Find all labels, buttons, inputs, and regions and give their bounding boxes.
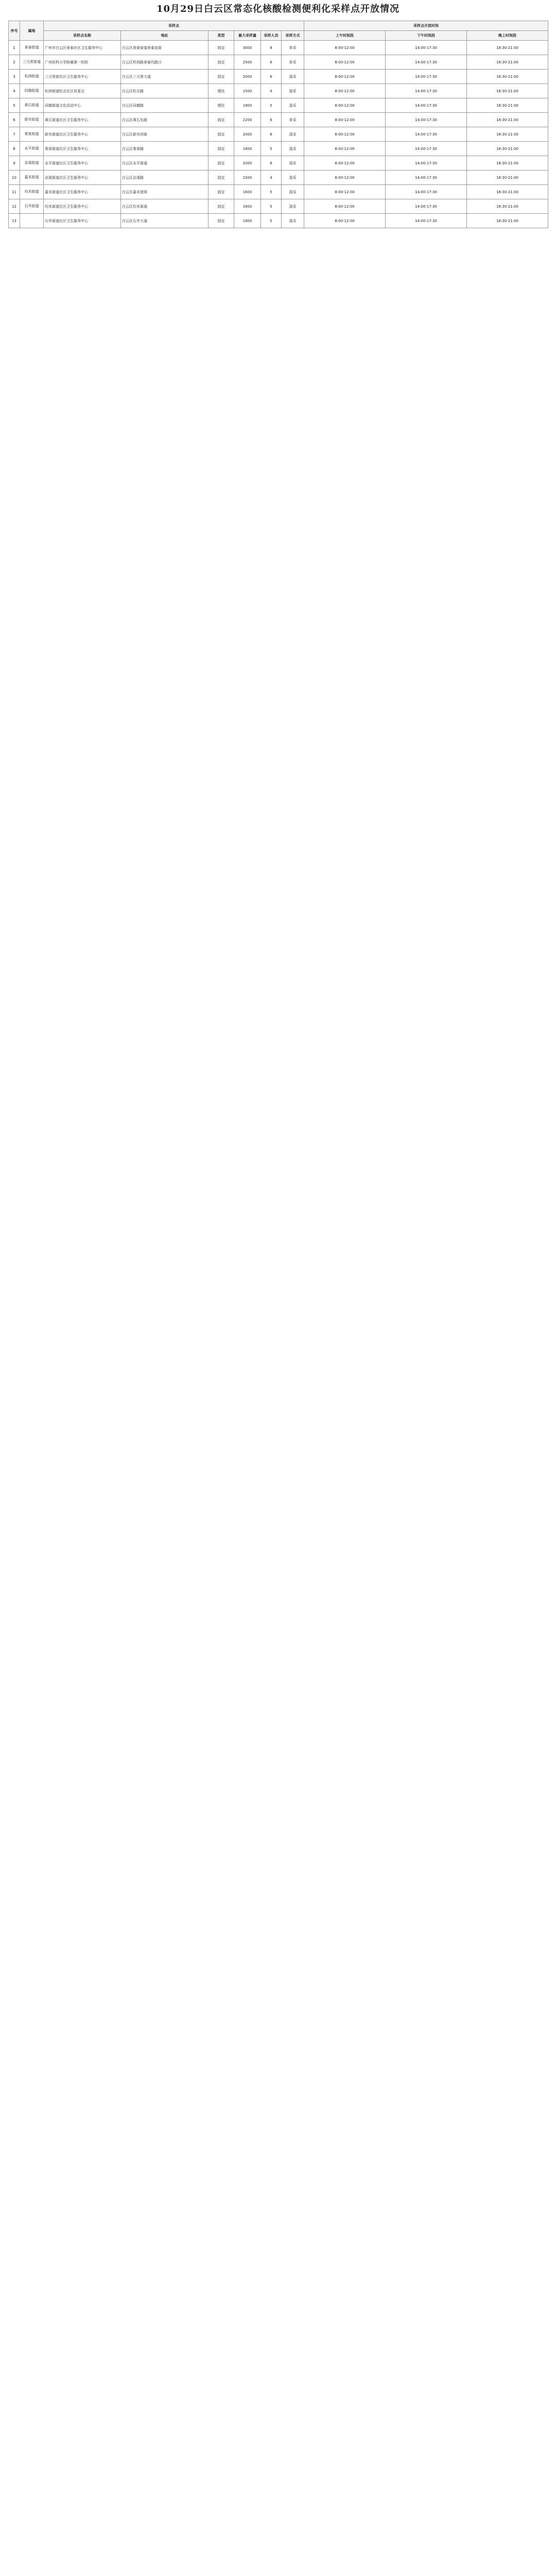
cell-address: 白云区棠景路: [121, 142, 208, 156]
cell-t1: 8:00-12:00: [304, 171, 386, 185]
cell-cap: 1500: [234, 171, 261, 185]
cell-t1: 8:00-12:00: [304, 84, 386, 98]
cell-seq: 13: [9, 214, 20, 228]
cell-t2: 14:00-17:30: [386, 70, 467, 84]
cell-t1: 8:00-12:00: [304, 41, 386, 55]
cell-mode: 单采: [282, 113, 304, 127]
table-row: [9, 70, 548, 84]
cell-type: 固定: [208, 127, 234, 142]
cell-seq: 11: [9, 185, 20, 199]
cell-t3: 18:30-21:00: [467, 55, 548, 70]
cell-mode: 单采: [282, 41, 304, 55]
cell-type: 固定: [208, 156, 234, 171]
cell-address: 白云区石井大道: [121, 214, 208, 228]
col-group-site: 采样点: [44, 21, 304, 31]
cell-cap: 2200: [234, 113, 261, 127]
cell-seq: 8: [9, 142, 20, 156]
cell-t1: 8:00-12:00: [304, 98, 386, 113]
cell-company: 广州医科大学附属第一医院: [44, 55, 121, 70]
cell-mode: 混采: [282, 199, 304, 214]
cell-cap: 2000: [234, 127, 261, 142]
cell-seq: 3: [9, 70, 20, 84]
cell-address: 白云区同德路: [121, 98, 208, 113]
cell-street: 景泰街道: [20, 41, 44, 55]
cell-t2: 14:00-17:30: [386, 142, 467, 156]
cell-people: 5: [261, 199, 282, 214]
cell-address: 白云区永平街道: [121, 156, 208, 171]
col-group-time: 采样点开放时间: [304, 21, 548, 31]
cell-address: 白云区景泰街道景泰直街: [121, 41, 208, 55]
cell-people: 5: [261, 185, 282, 199]
cell-street: 黄石街道: [20, 98, 44, 113]
cell-cap: 2000: [234, 70, 261, 84]
cell-street: [20, 214, 44, 228]
col-t3: 晚上时间段: [467, 31, 548, 41]
cell-t2: 14:00-17:30: [386, 113, 467, 127]
cell-street: 松洲街道: [20, 70, 44, 84]
cell-t2: 14:00-17:30: [386, 199, 467, 214]
cell-t3: 18:30-21:00: [467, 171, 548, 185]
cell-cap: 1500: [234, 84, 261, 98]
cell-type: 固定: [208, 214, 234, 228]
cell-t2: 14:00-17:30: [386, 185, 467, 199]
table-row: [9, 113, 548, 127]
cell-company: 黄石街道社区卫生服务中心: [44, 113, 121, 127]
cell-cap: 1600: [234, 199, 261, 214]
cell-address: 白云区京溪路: [121, 171, 208, 185]
cell-cap: 1800: [234, 142, 261, 156]
cell-address: 白云区机场路景泰坑路口: [121, 55, 208, 70]
cell-street: 嘉禾街道: [20, 171, 44, 185]
cell-cap: 2500: [234, 55, 261, 70]
cell-seq: 9: [9, 156, 20, 171]
cell-t3: 18:30-21:00: [467, 98, 548, 113]
table-row: [9, 55, 548, 70]
cell-t2: 14:00-17:30: [386, 41, 467, 55]
col-cap: 最大采样量: [234, 31, 261, 41]
cell-company: 新市街道社区卫生服务中心: [44, 127, 121, 142]
cell-seq: 10: [9, 171, 20, 185]
sampling-sites-table: [8, 21, 548, 228]
table-row: [9, 84, 548, 98]
cell-t1: 8:00-12:00: [304, 127, 386, 142]
col-t2: 下午时间段: [386, 31, 467, 41]
cell-company: 石井街道社区卫生服务中心: [44, 214, 121, 228]
cell-t3: 18:30-21:00: [467, 185, 548, 199]
cell-t1: 8:00-12:00: [304, 113, 386, 127]
table-row: [9, 127, 548, 142]
cell-t3: 18:30-21:00: [467, 199, 548, 214]
cell-t1: 8:00-12:00: [304, 70, 386, 84]
cell-seq: 5: [9, 98, 20, 113]
table-row: [9, 98, 548, 113]
cell-company: 永平街道社区卫生服务中心: [44, 156, 121, 171]
cell-street: 永平街道: [20, 142, 44, 156]
cell-mode: 混采: [282, 142, 304, 156]
table-row: [9, 41, 548, 55]
col-seq: 序号: [9, 21, 20, 41]
cell-t3: 18:30-21:00: [467, 156, 548, 171]
cell-cap: 3000: [234, 41, 261, 55]
cell-cap: 1600: [234, 185, 261, 199]
table-row: [9, 142, 548, 156]
cell-address: 白云区新市西街: [121, 127, 208, 142]
cell-type: 便民: [208, 98, 234, 113]
cell-cap: 2000: [234, 156, 261, 171]
cell-seq: 12: [9, 199, 20, 214]
cell-seq: 1: [9, 41, 20, 55]
cell-t2: 14:00-17:30: [386, 127, 467, 142]
cell-type: 固定: [208, 171, 234, 185]
cell-mode: 混采: [282, 171, 304, 185]
cell-people: 5: [261, 98, 282, 113]
cell-t2: 14:00-17:30: [386, 98, 467, 113]
col-mode: 采样方式: [282, 31, 304, 41]
col-street: 属地: [20, 21, 44, 41]
cell-people: 6: [261, 156, 282, 171]
cell-type: 固定: [208, 142, 234, 156]
cell-t3: 18:30-21:00: [467, 70, 548, 84]
cell-seq: 2: [9, 55, 20, 70]
cell-people: 6: [261, 55, 282, 70]
cell-street: 石井街道: [20, 199, 44, 214]
cell-people: 6: [261, 127, 282, 142]
col-type: 类型: [208, 31, 234, 41]
cell-t2: 14:00-17:30: [386, 171, 467, 185]
table-row: [9, 199, 548, 214]
cell-t3: 18:30-21:00: [467, 41, 548, 55]
cell-t3: 18:30-21:00: [467, 214, 548, 228]
cell-people: 5: [261, 142, 282, 156]
cell-cap: 1800: [234, 214, 261, 228]
cell-t1: 8:00-12:00: [304, 55, 386, 70]
cell-street: 京溪街道: [20, 156, 44, 171]
cell-company: 京溪街道社区卫生服务中心: [44, 171, 121, 185]
cell-mode: 混采: [282, 214, 304, 228]
cell-t3: 18:30-21:00: [467, 113, 548, 127]
cell-company: 同德街道文化活动中心: [44, 98, 121, 113]
page-title: 10月29日白云区常态化核酸检测便利化采样点开放情况: [156, 4, 400, 14]
cell-street: 三元里街道: [20, 55, 44, 70]
cell-t1: 8:00-12:00: [304, 156, 386, 171]
cell-mode: 混采: [282, 185, 304, 199]
cell-mode: 单采: [282, 55, 304, 70]
cell-company: 三元里街社区卫生服务中心: [44, 70, 121, 84]
cell-seq: 7: [9, 127, 20, 142]
cell-company: 广州市白云区景泰社区卫生服务中心: [44, 41, 121, 55]
cell-company: 棠景街道社区卫生服务中心: [44, 142, 121, 156]
col-company: 采样点名称: [44, 31, 121, 41]
cell-mode: 混采: [282, 156, 304, 171]
cell-t3: 18:30-21:00: [467, 142, 548, 156]
cell-type: 便民: [208, 84, 234, 98]
cell-street: 均禾街道: [20, 185, 44, 199]
cell-t3: 18:30-21:00: [467, 84, 548, 98]
cell-street: 新市街道: [20, 113, 44, 127]
cell-t1: 8:00-12:00: [304, 142, 386, 156]
cell-type: 固定: [208, 55, 234, 70]
cell-street: 同德街道: [20, 84, 44, 98]
cell-people: 6: [261, 70, 282, 84]
cell-type: 固定: [208, 185, 234, 199]
table-row: [9, 214, 548, 228]
table-row: [9, 156, 548, 171]
cell-type: 固定: [208, 113, 234, 127]
cell-address: 白云区均禾街道: [121, 199, 208, 214]
table-row: [9, 171, 548, 185]
cell-address: 白云区松北路: [121, 84, 208, 98]
cell-mode: 混采: [282, 127, 304, 142]
cell-mode: 混采: [282, 98, 304, 113]
cell-mode: 混采: [282, 70, 304, 84]
cell-company: 松洲街道松北社区居委会: [44, 84, 121, 98]
cell-type: 固定: [208, 41, 234, 55]
cell-people: 5: [261, 214, 282, 228]
cell-type: 固定: [208, 199, 234, 214]
col-t1: 上午时间段: [304, 31, 386, 41]
cell-type: 固定: [208, 70, 234, 84]
cell-cap: 1800: [234, 98, 261, 113]
cell-street: 棠景街道: [20, 127, 44, 142]
cell-t2: 14:00-17:30: [386, 55, 467, 70]
cell-t2: 14:00-17:30: [386, 156, 467, 171]
cell-t2: 14:00-17:30: [386, 84, 467, 98]
cell-mode: 混采: [282, 84, 304, 98]
cell-t1: 8:00-12:00: [304, 185, 386, 199]
cell-people: 4: [261, 171, 282, 185]
cell-people: 6: [261, 113, 282, 127]
cell-people: 4: [261, 84, 282, 98]
cell-seq: 4: [9, 84, 20, 98]
col-address: 地址: [121, 31, 208, 41]
table-row: [9, 185, 548, 199]
cell-company: 嘉禾街道社区卫生服务中心: [44, 185, 121, 199]
cell-t1: 8:00-12:00: [304, 199, 386, 214]
cell-address: 白云区三元里大道: [121, 70, 208, 84]
cell-address: 白云区黄石东路: [121, 113, 208, 127]
cell-t1: 8:00-12:00: [304, 214, 386, 228]
cell-company: 均禾街道社区卫生服务中心: [44, 199, 121, 214]
cell-address: 白云区嘉禾望岗: [121, 185, 208, 199]
col-people: 采样人员: [261, 31, 282, 41]
cell-people: 8: [261, 41, 282, 55]
cell-t2: 14:00-17:30: [386, 214, 467, 228]
cell-seq: 6: [9, 113, 20, 127]
cell-t3: 18:30-21:00: [467, 127, 548, 142]
